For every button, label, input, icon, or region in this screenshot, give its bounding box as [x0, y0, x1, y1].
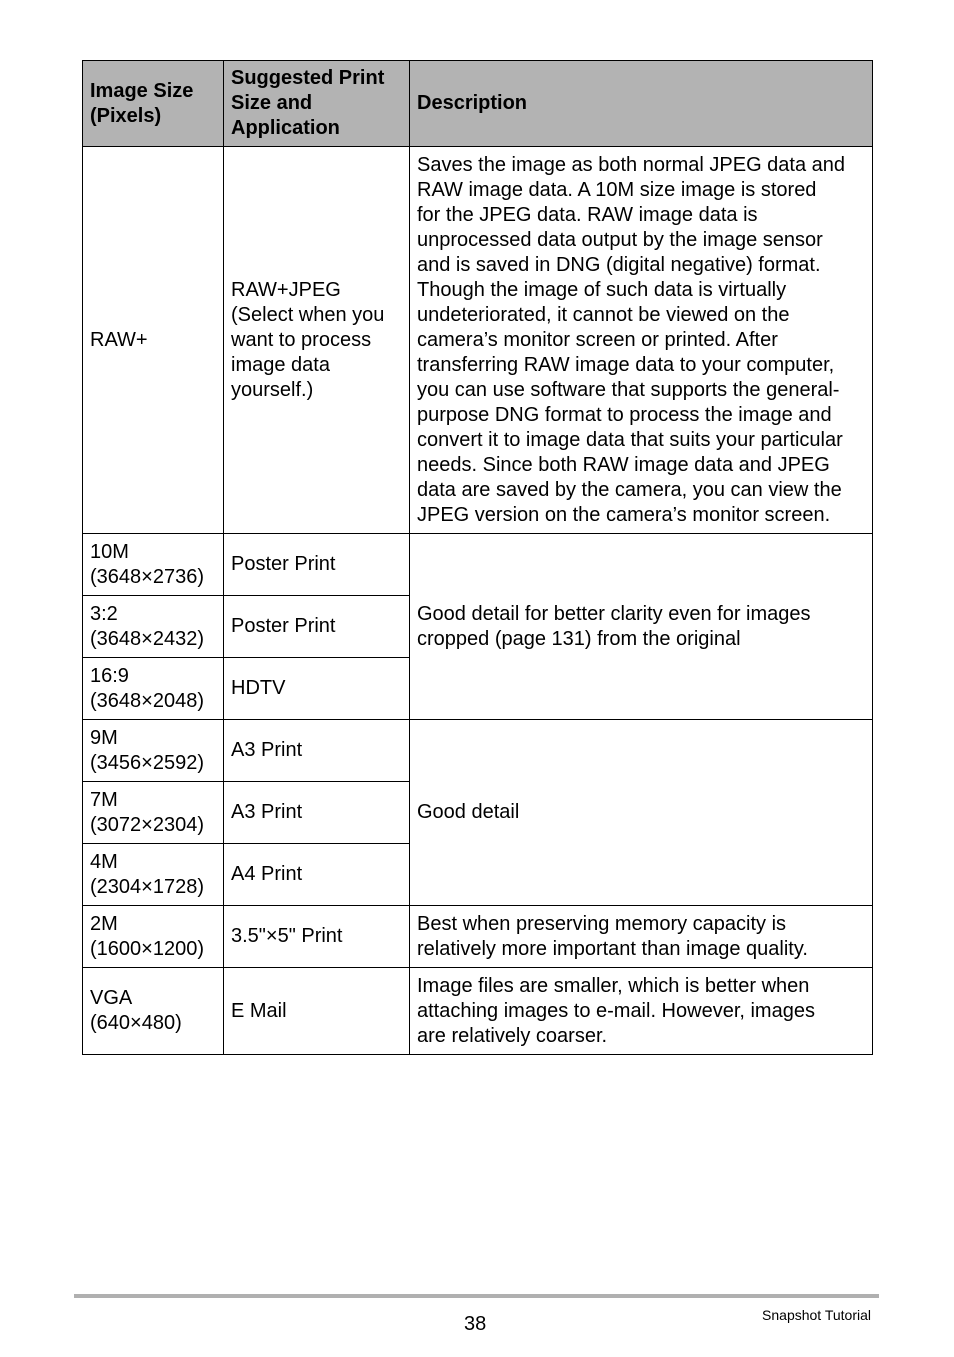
cell-image-size: 7M (3072×2304): [83, 782, 224, 844]
cell-description: Best when preserving memory capacity is relatively more important than image quality.: [410, 906, 873, 968]
table-row: [83, 534, 873, 596]
cell-suggested-print: HDTV: [224, 658, 410, 720]
cell-suggested-print: A3 Print: [224, 782, 410, 844]
cell-image-size: VGA (640×480): [83, 968, 224, 1055]
cell-suggested-print: A4 Print: [224, 844, 410, 906]
cell-image-size: 4M (2304×1728): [83, 844, 224, 906]
cell-image-size: 9M (3456×2592): [83, 720, 224, 782]
table-row: [83, 968, 873, 1055]
cell-description: Good detail: [410, 720, 873, 906]
table-row: [83, 720, 873, 782]
cell-image-size: RAW+: [83, 147, 224, 534]
cell-image-size: 3:2 (3648×2432): [83, 596, 224, 658]
cell-image-size: 16:9 (3648×2048): [83, 658, 224, 720]
cell-suggested-print: RAW+JPEG (Select when you want to process image data yourself.): [224, 147, 410, 534]
cell-description: Good detail for better clarity even for images cropped (page 131) from the original: [410, 534, 873, 720]
header-description: Description: [410, 61, 873, 147]
image-size-table: [82, 60, 873, 1055]
table-row: [83, 906, 873, 968]
cell-suggested-print: Poster Print: [224, 596, 410, 658]
cell-suggested-print: 3.5"×5" Print: [224, 906, 410, 968]
cell-description: Image files are smaller, which is better when attaching images to e-mail. However, images are relatively coarser.: [410, 968, 873, 1055]
cell-suggested-print: Poster Print: [224, 534, 410, 596]
section-title: Snapshot Tutorial: [762, 1307, 871, 1323]
cell-image-size: 2M (1600×1200): [83, 906, 224, 968]
header-suggested-print: Suggested Print Size and Application: [224, 61, 410, 147]
header-image-size: Image Size (Pixels): [83, 61, 224, 147]
table-header-row: [83, 61, 873, 147]
table-row: [83, 147, 873, 534]
cell-suggested-print: E Mail: [224, 968, 410, 1055]
cell-suggested-print: A3 Print: [224, 720, 410, 782]
footer-divider: [74, 1294, 879, 1298]
cell-description: Saves the image as both normal JPEG data and RAW image data. A 10M size image is stored for the JPEG data. RAW image data is unprocessed data output by the image sensor and is saved in DNG (digital negative) format. Though the image of such data is virtually undeteriorated, it cannot be viewed on the camera’s monitor screen or printed. After transferring RAW image data to your computer, you can use software that supports the general- purpose DNG format to process the image and convert it to image data that suits your particular needs. Since both RAW image data and JPEG data are saved by the camera, you can view the JPEG version on the camera’s monitor screen.: [410, 147, 873, 534]
cell-image-size: 10M (3648×2736): [83, 534, 224, 596]
page-number: 38: [464, 1313, 487, 1335]
